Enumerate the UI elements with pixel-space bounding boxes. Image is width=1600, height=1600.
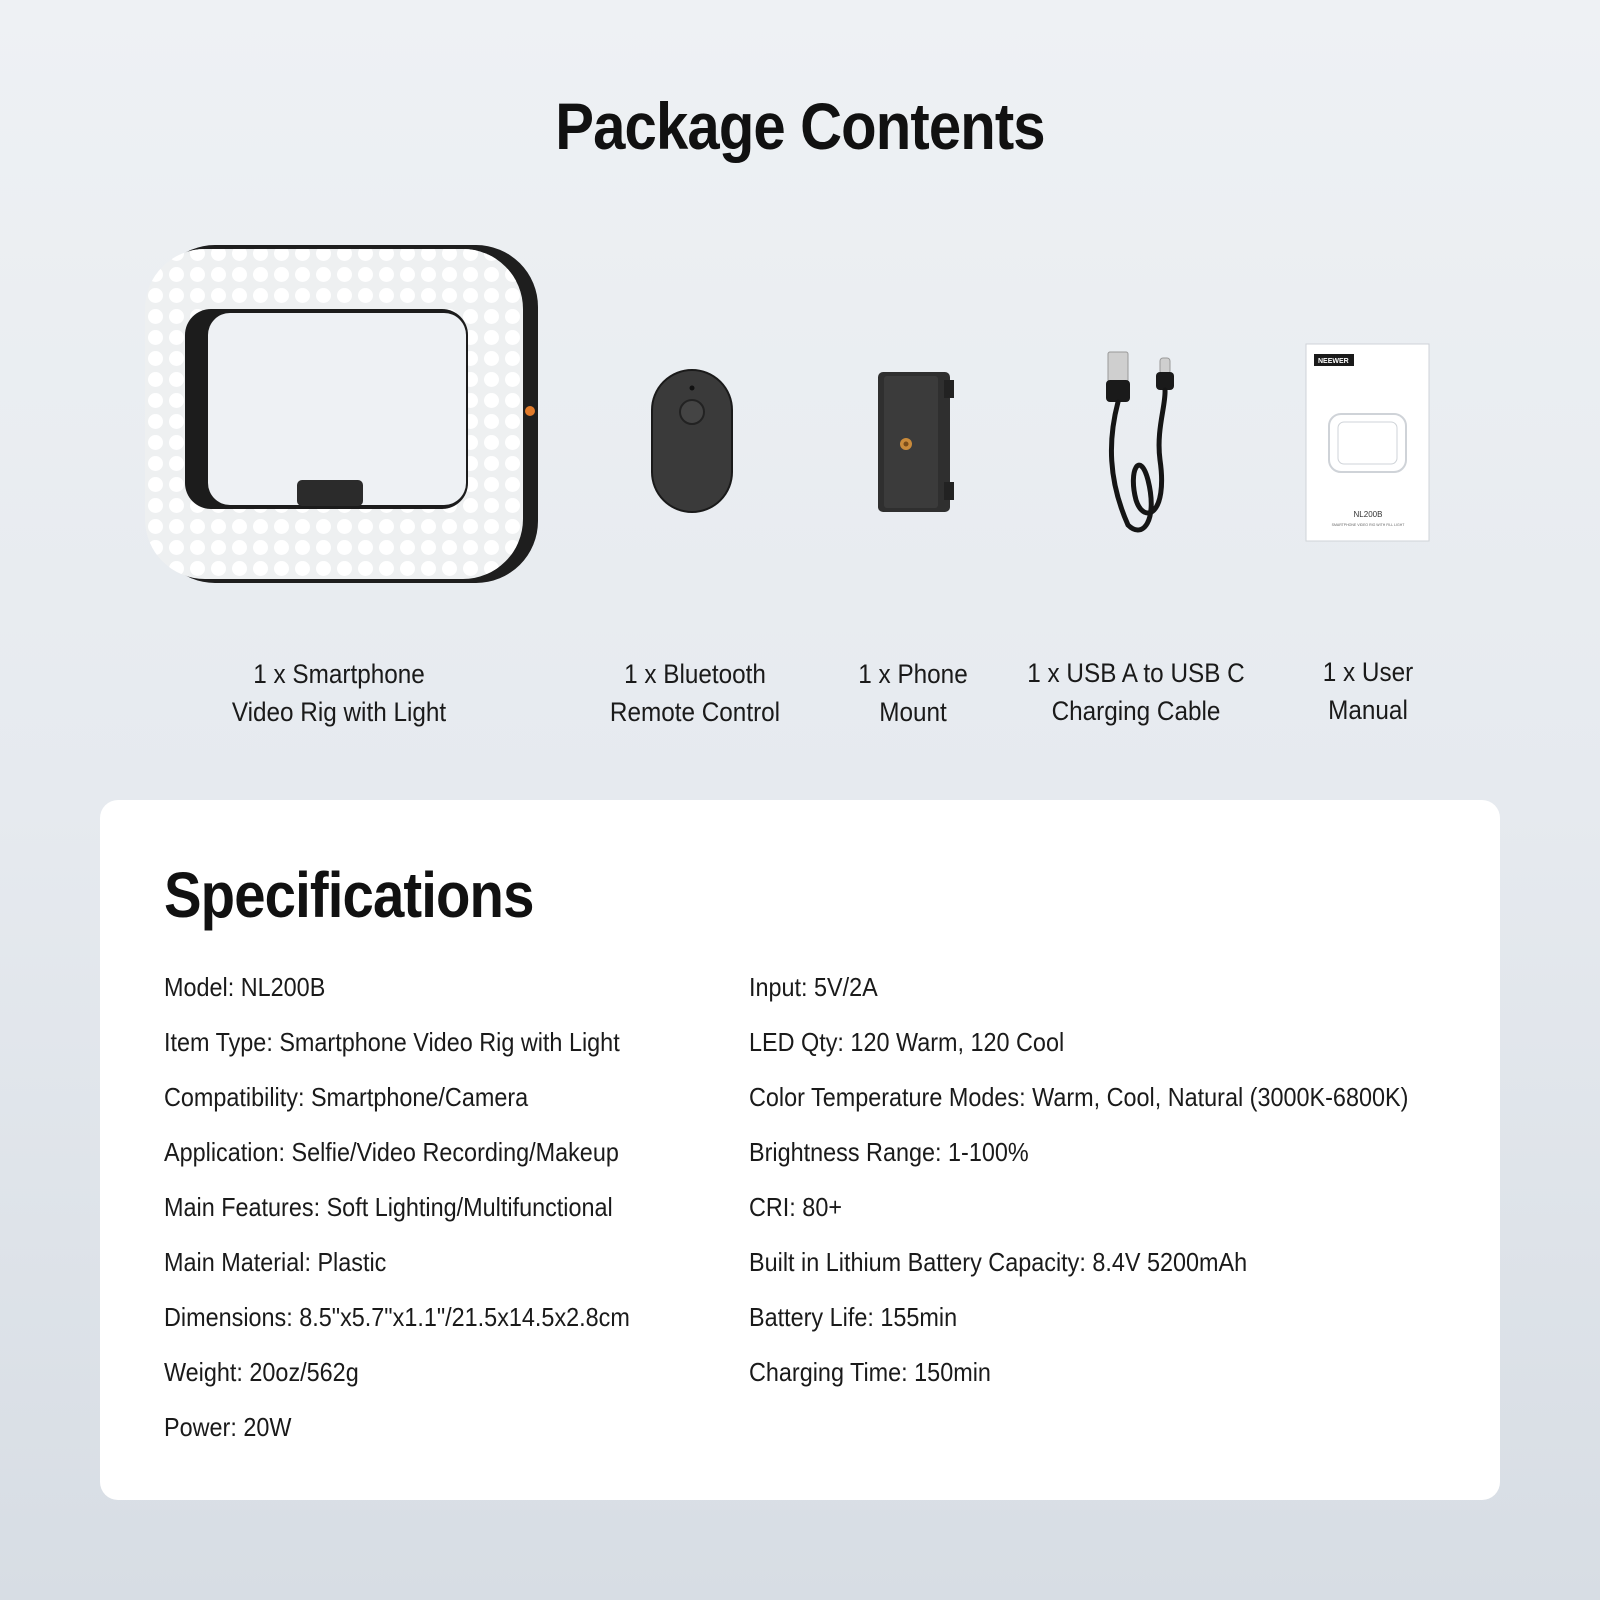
- package-contents-title: Package Contents: [555, 89, 1045, 163]
- manual-subtitle: SMARTPHONE VIDEO RIG WITH FILL LIGHT: [1331, 523, 1405, 527]
- specifications-card: [100, 800, 1500, 1500]
- user-manual-image: [1304, 342, 1432, 544]
- phone-mount-image: [876, 370, 956, 515]
- package-item-label: 1 x Phone Mount: [858, 659, 968, 727]
- manual-model: NL200B: [1353, 510, 1383, 519]
- spec-item: Charging Time: 150min: [749, 1357, 991, 1387]
- manual-brand: NEEWER: [1318, 358, 1349, 365]
- spec-item: Input: 5V/2A: [749, 972, 878, 1002]
- spec-item: Dimensions: 8.5"x5.7"x1.1"/21.5x14.5x2.8cm: [164, 1302, 630, 1332]
- spec-item: Main Features: Soft Lighting/Multifunctional: [164, 1192, 613, 1222]
- package-item-label: 1 x User Manual: [1322, 657, 1414, 725]
- package-item-label: 1 x Bluetooth Remote Control: [609, 659, 781, 727]
- package-item-label: 1 x Smartphone Video Rig with Light: [231, 659, 447, 727]
- bluetooth-remote-image: [650, 368, 735, 516]
- spec-item: Main Material: Plastic: [164, 1247, 387, 1277]
- spec-item: Item Type: Smartphone Video Rig with Light: [164, 1027, 620, 1057]
- spec-item: CRI: 80+: [749, 1192, 842, 1222]
- spec-item: Weight: 20oz/562g: [164, 1357, 359, 1387]
- spec-item: Color Temperature Modes: Warm, Cool, Natural (3000K-6800K): [749, 1082, 1409, 1112]
- spec-column-left: [164, 960, 682, 1455]
- specifications-title: Specifications: [164, 859, 534, 931]
- package-item-label: 1 x USB A to USB C Charging Cable: [1027, 658, 1245, 726]
- spec-item: Application: Selfie/Video Recording/Makeup: [164, 1137, 619, 1167]
- spec-item: Compatibility: Smartphone/Camera: [164, 1082, 529, 1112]
- spec-column-right: [749, 960, 1482, 1400]
- spec-item: LED Qty: 120 Warm, 120 Cool: [749, 1027, 1065, 1057]
- spec-item: Model: NL200B: [164, 972, 326, 1002]
- spec-item: Brightness Range: 1-100%: [749, 1137, 1029, 1167]
- spec-item: Built in Lithium Battery Capacity: 8.4V 5200mAh: [749, 1247, 1248, 1277]
- usb-cable-image: [1098, 350, 1188, 540]
- spec-item: Battery Life: 155min: [749, 1302, 958, 1332]
- video-rig-light-image: [145, 243, 540, 588]
- spec-item: Power: 20W: [164, 1412, 292, 1442]
